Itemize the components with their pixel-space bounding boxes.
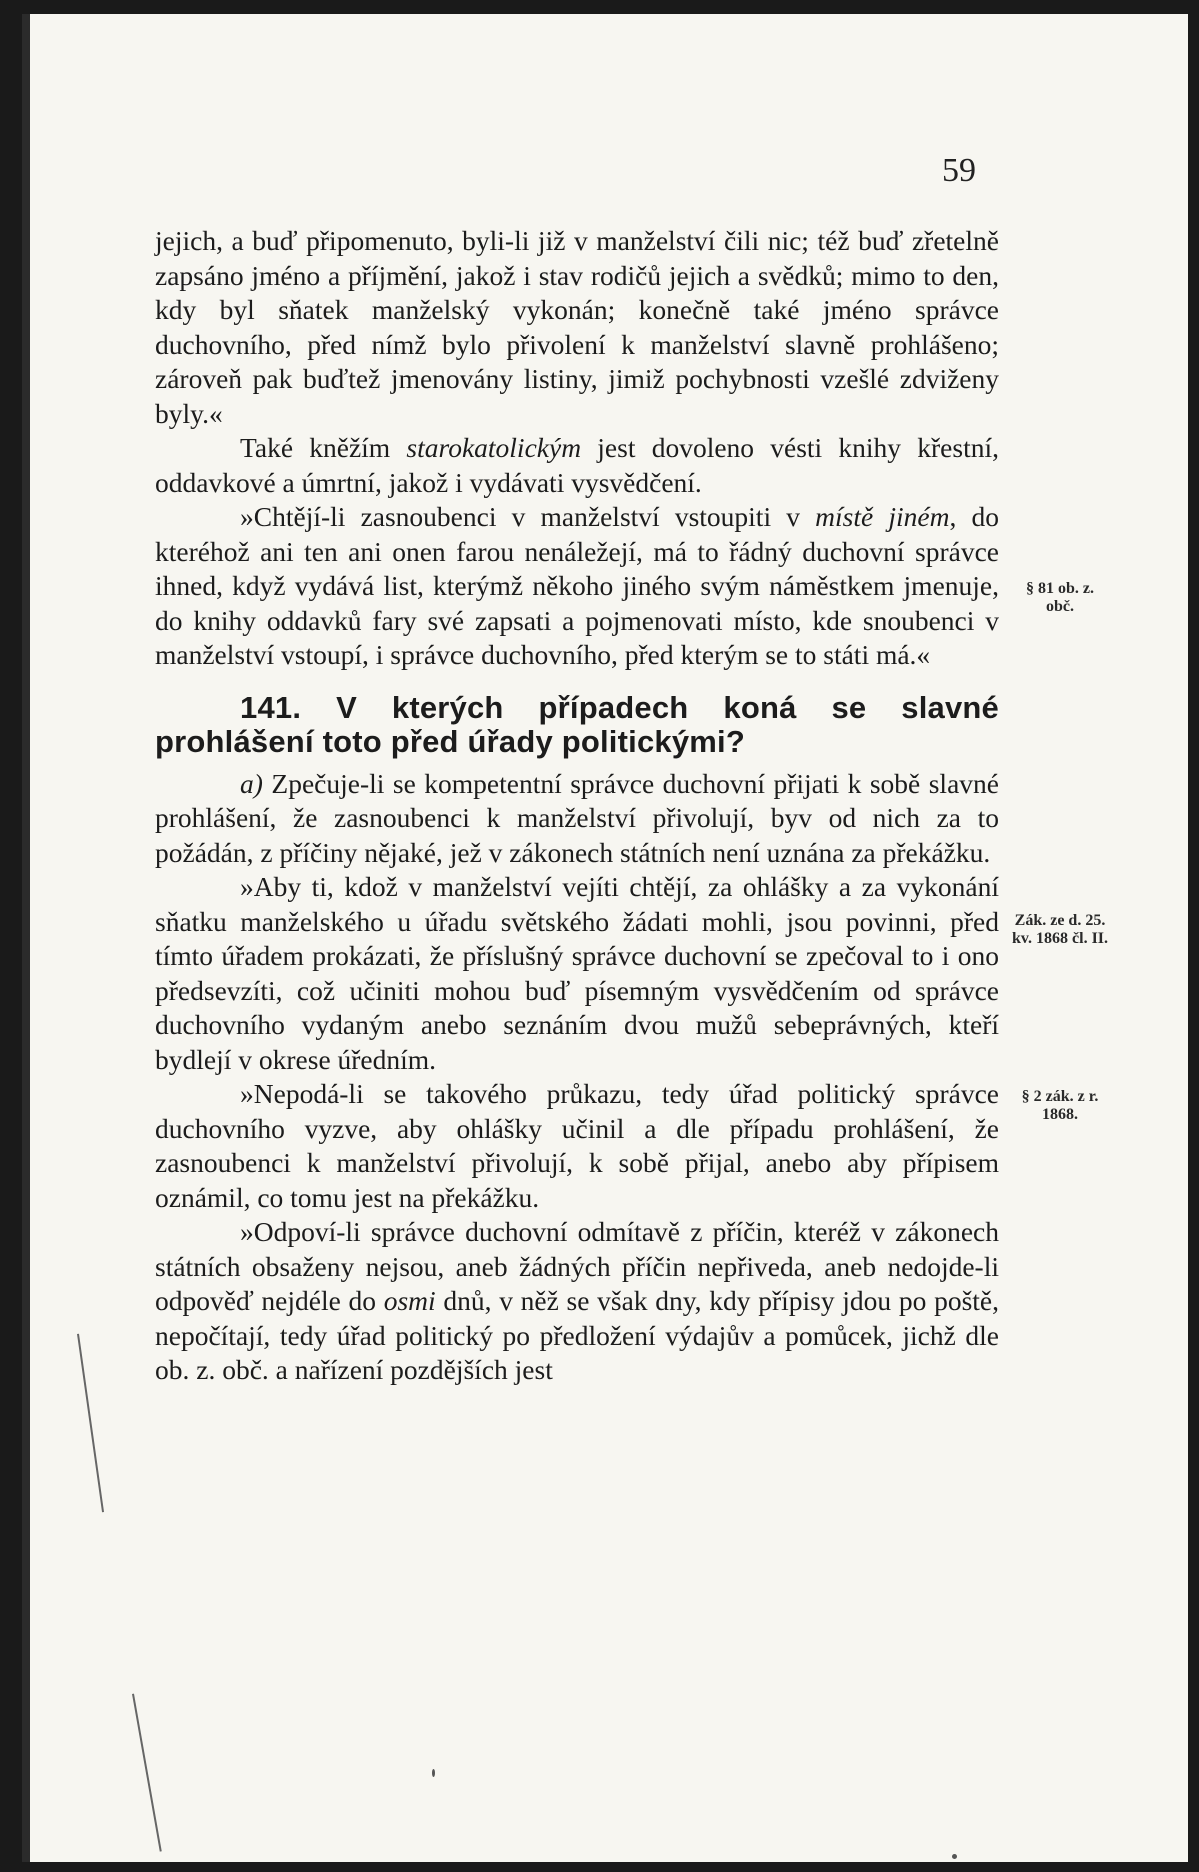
margin-note-2: Zák. ze d. 25. kv. 1868 čl. II. [1012, 912, 1109, 947]
paragraph-6: »Nepodá-li se takového průkazu, tedy úřad politický správce duchovního vyzve, aby ohlášky učinil a dle případu prohlášení, že zasnoubenci k manželství přivolují, k sobě přijal, anebo aby přípisem oznámil, co tomu jest na překážku. [155, 1078, 999, 1213]
scan-speck [432, 1769, 435, 1777]
paragraph-3-start: »Chtějí-li zasnoubenci v manželství vstoupiti v [240, 501, 816, 532]
paragraph-5: »Aby ti, kdož v manželství vejíti chtějí, za ohlášky a za vykonání sňatku manželského u úřadu světského žádati mohli, jsou povinni, před tímto úřadem prokázati, že příslušný správce duchovní se zpečoval to i ono předsevzíti, což učiniti mohou buď písemným vysvědčením od správce duchovního vydaným anebo seznáním dvou mužů sebeprávných, kteří bydlejí v okrese úředním. [155, 871, 999, 1075]
scan-speck [952, 1854, 957, 1859]
paragraph-3 [155, 500, 999, 673]
paragraph-7-start: »Odpoví-li správce duchovní odmítavě z příčin, kteréž v zákonech státních obsaženy nejsou, aneb žádných příčin nepřiveda, aneb nedojde-li odpověď nejdéle do [155, 1216, 999, 1316]
paragraph-7-italic: osmi [383, 1285, 436, 1316]
paragraph-4-end: Zpečuje-li se kompetentní správce duchovní přijati k sobě slavné prohlášení, že zasnoubenci k manželství přivolují, byv od nich za to požádán, z příčiny nějaké, jež v zákonech státních není uznána za překážku. [155, 767, 999, 868]
paragraph-2-italic: starokatolickým [406, 432, 582, 463]
paragraph-3-end: , do kteréhož ani ten ani onen farou nenáležejí, má to řádný duchovní správce ihned, když vydává list, kterýmž někoho jiného svým náměstkem jmenuje, do knihy oddavků fary své zapsati a pojmenovati místo, kde snoubenci v manželství vstoupí, i správce duchovního, před kterým se to státi má.« [155, 501, 999, 670]
scan-scratch [77, 1334, 104, 1513]
paragraph-2-end: jest dovoleno vésti knihy křestní, oddavkové a úmrtní, jakož i vydávati vysvědčení. [155, 432, 999, 498]
paragraph-2-start: Také kněžím [240, 432, 407, 463]
section-heading-141: 141. V kterých případech koná se slavné prohlášení toto před úřady politickými? [155, 689, 999, 759]
margin-note-1: § 81 ob. z. obč. [1026, 580, 1094, 615]
page-number: 59 [942, 152, 976, 189]
paragraph-3-italic: místě jiném [815, 501, 950, 532]
paragraph-7 [155, 1215, 999, 1388]
scan-scratch [132, 1694, 162, 1852]
paragraph-1: jejich, a buď připomenuto, byli-li již v manželství čili nic; též buď zřetelně zapsáno jméno a příjmění, jakož i stav rodičů jejich a svědků; mimo to den, kdy byl sňatek manželský vykonán; konečně také jméno správce duchovního, před nímž bylo přivolení k manželství slavně prohlášeno; zároveň pak buďtež jmenovány listiny, jimiž pochybnosti vzešlé zdviženy byly.« [155, 225, 999, 429]
paragraph-4-italic: a) [240, 767, 263, 799]
margin-note-3: § 2 zák. z r. 1868. [1021, 1088, 1099, 1123]
paragraph-2 [155, 431, 999, 500]
body-text [155, 224, 999, 1388]
book-page [22, 14, 1188, 1862]
paragraph-7-end: dnů, v něž se však dny, kdy přípisy jdou po poště, nepočítají, tedy úřad politický po předložení výdajův a pomůcek, jichž dle ob. z. obč. a nařízení pozdějších jest [155, 1285, 999, 1385]
paragraph-4 [155, 767, 999, 871]
page-edge-shadow [22, 14, 30, 1862]
